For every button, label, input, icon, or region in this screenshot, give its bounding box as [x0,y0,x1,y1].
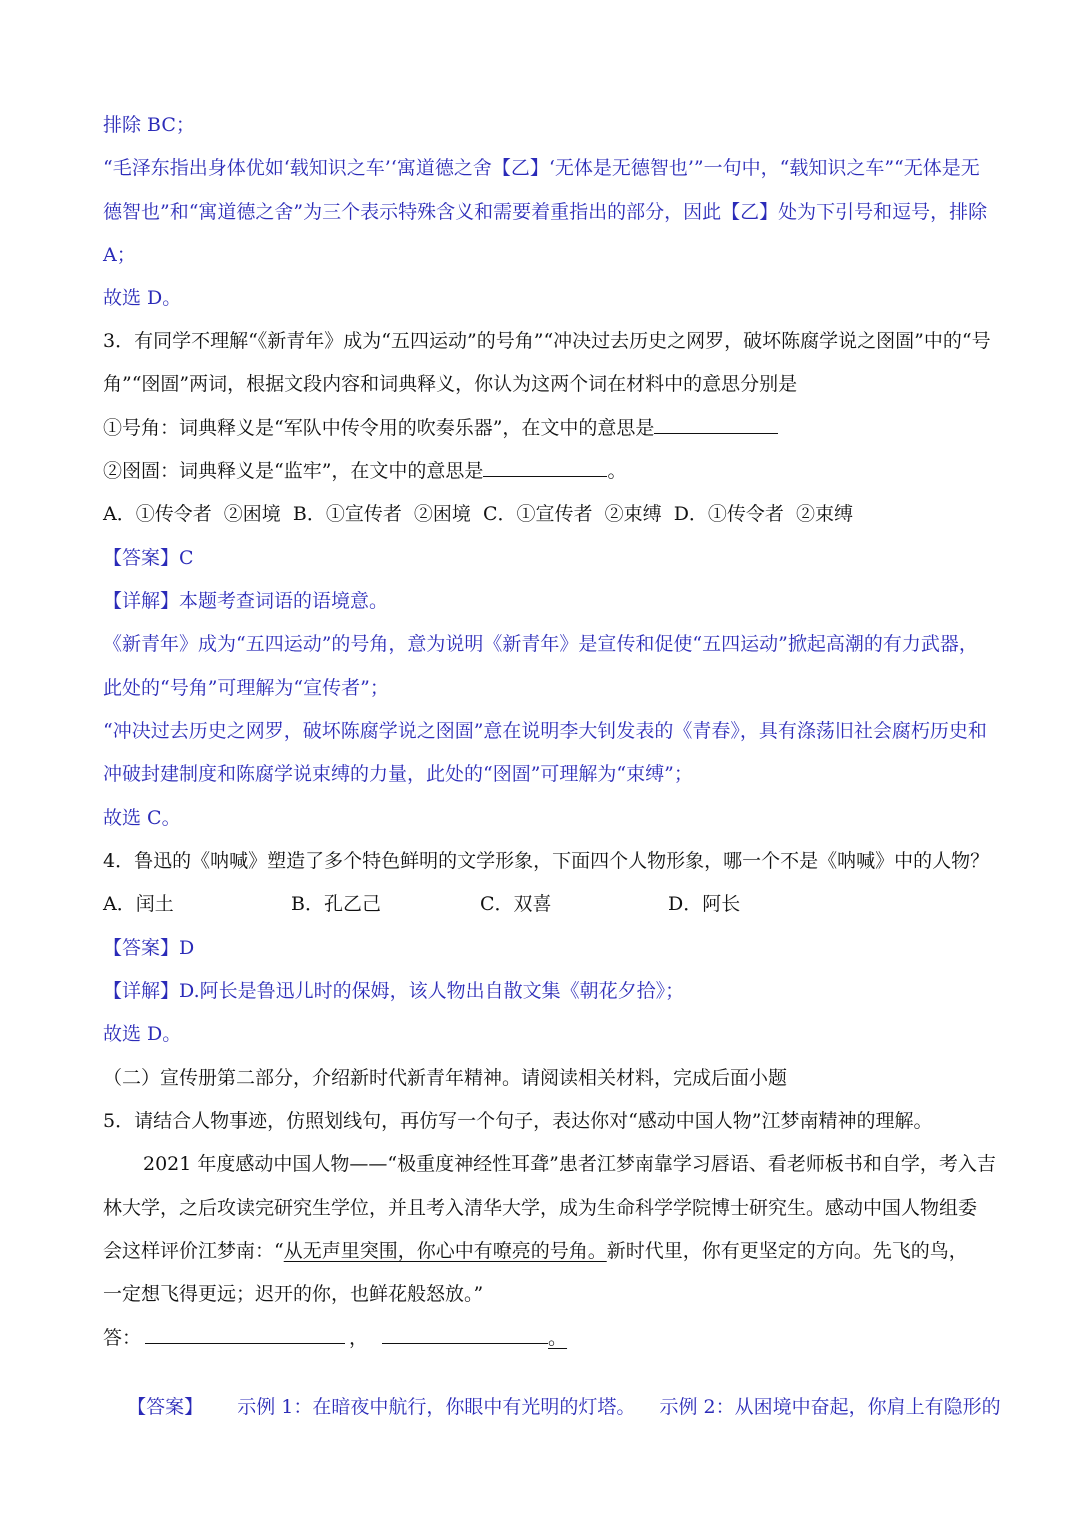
question-3-item-2 [103,458,980,484]
section-heading: （二）宣传册第二部分，介绍新时代新青年精神。请阅读相关材料，完成后面小题 [103,1067,788,1089]
answer-blank [483,458,607,477]
explanation-line: 排除 BC； [103,114,195,136]
explanation-line: “毛泽东指出身体优如‘载知识之车’‘寓道德之舍【乙】‘无体是无德智也’”一句中，“载知识之车”“无体是无 [103,157,980,179]
explanation-line: 故选 D。 [103,287,182,309]
explanation-line: 此处的“号角”可理解为“宣传者”； [103,677,389,699]
detail-line [103,978,980,1004]
explanation-line: 故选 D。 [103,1023,182,1045]
question-3-item-1 [103,415,980,441]
item-end: 。 [607,460,627,482]
explanation-line: A； [103,244,136,266]
answer-blank [145,1325,345,1344]
explanation-line: 冲破封建制度和陈腐学说束缚的力量，此处的“囹圄”可理解为“束缚”； [103,763,693,785]
question-4: 4．鲁迅的《呐喊》塑造了多个特色鲜明的文学形象，下面四个人物形象，哪一个不是《呐喊》中的人物？ [103,850,990,872]
option-d: D．阿长 [668,893,741,915]
detail-label: 【详解】 [103,980,180,1002]
answer-blank [382,1325,548,1344]
passage-line: 2021 年度感动中国人物——“极重度神经性耳聋”患者江梦南靠学习唇语、看老师板书和自学，考入吉 [143,1153,996,1175]
detail-line: 【详解】本题考查词语的语境意。 [103,590,389,612]
answer-label: 【答案】D [103,937,195,959]
explanation-line: 《新青年》成为“五四运动”的号角，意为说明《新青年》是宣传和促使“五四运动”掀起高潮的有力武器， [103,633,978,655]
item-text: ①号角：词典释义是“军队中传令用的吹奏乐器”，在文中的意思是 [103,417,655,439]
question-3: 3．有同学不理解“《新青年》成为“五四运动”的号角”“冲决过去历史之网罗，破坏陈腐学说之囹圄”中的“号 [103,330,991,352]
option-b: B．孔乙己 [291,893,381,915]
passage-line: 一定想飞得更远；迟开的你，也鲜花般怒放。” [103,1283,484,1305]
comma: ， [349,1327,369,1349]
item-text: ②囹圄：词典释义是“监牢”，在文中的意思是 [103,460,484,482]
question-3-continued: 角”“囹圄”两词，根据文段内容和词典释义，你认为这两个词在材料中的意思分别是 [103,373,798,395]
explanation-line: “冲决过去历史之网罗，破坏陈腐学说之囹圄”意在说明李大钊发表的《青春》，具有涤荡旧社会腐朽历史和 [103,720,987,742]
explanation-line: 德智也”和“寓道德之舍”为三个表示特殊含义和需要着重指出的部分，因此【乙】处为下引号和逗号，排除 [103,201,988,223]
detail-text: D.阿长是鲁迅儿时的保姆，该人物出自散文集《朝花夕拾》； [179,980,685,1002]
period: 。 [548,1327,568,1349]
underlined-sentence: 从无声里突围，你心中有嘹亮的号角。 [283,1240,607,1262]
explanation-line: 故选 C。 [103,807,181,829]
answer-line [103,1368,1001,1446]
answer-line [103,1325,980,1351]
question-5: 5．请结合人物事迹，仿照划线句，再仿写一个句子，表达你对“感动中国人物”江梦南精神的理解。 [103,1110,933,1132]
passage-line: 林大学，之后攻读完研究生学位，并且考入清华大学，成为生命科学学院博士研究生。感动中国人物组委 [103,1197,978,1219]
answer-prefix: 答： [103,1327,142,1349]
passage-text: 新时代里，你有更坚定的方向。先飞的鸟， [606,1240,968,1262]
answer-blank [654,415,778,434]
question-3-options: A．①传令者 ②困境 B．①宣传者 ②困境 C．①宣传者 ②束缚 D．①传令者 ②束缚 [103,503,854,525]
passage-text: 会这样评价江梦南：“ [103,1240,284,1262]
answer-label: 【答案】C [103,547,194,569]
passage-line [103,1238,980,1264]
answer-text: 示例 1：在暗夜中航行，你眼中有光明的灯塔。 示例 2：从困境中奋起，你肩上有隐形的 [237,1396,1001,1418]
option-c: C．双喜 [480,893,552,915]
option-a: A．闰土 [103,893,174,915]
answer-label: 【答案】 [127,1396,204,1418]
